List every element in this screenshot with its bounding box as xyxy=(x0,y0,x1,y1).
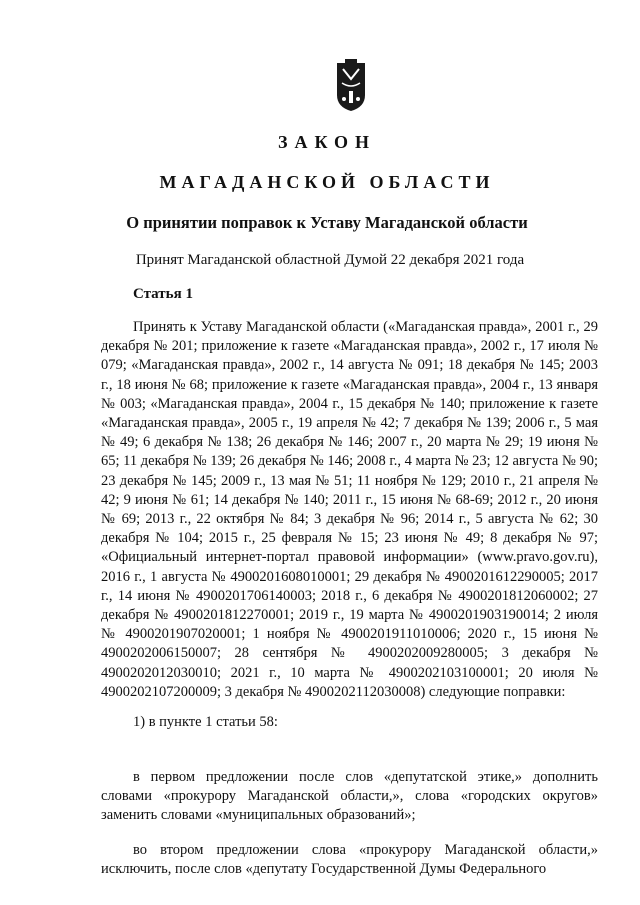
adoption-note: Принят Магаданской областной Думой 22 декабря 2021 года xyxy=(135,252,525,268)
coat-of-arms-emblem xyxy=(331,59,371,113)
article-body-paragraph: Принять к Уставу Магаданской области («Магаданская правда», 2001 г., 29 декабря № 201; приложение к газете «Магаданская правда», 2002 г., 17 июля № 079; «Магаданская правда», 2002 г., 14 августа № 091; 18 декабря № 145; 2003 г., 18 июня № 68; приложение к газете «Магаданская правда», 2004 г., 13 января № 003; «Магаданская правда», 2004 г., 15 декабря № 140; приложение к газете «Магаданская правда», 2005 г., 19 апреля № 42; 7 декабря № 139; 2006 г., 5 мая № 49; 6 декабря № 138; 26 декабря № 146; 2007 г., 20 марта № 29; 19 июня № 65; 11 декабря № 139; 26 декабря № 146; 2008 г., 4 марта № 23; 12 августа № 90; 23 декабря № 145; 2009 г., 13 мая № 51; 11 ноября № 129; 2010 г., 21 апреля № 42; 9 июня № 61; 14 декабря № 140; 2011 г., 15 июня № 68-69; 2012 г., 20 июня № 69; 2013 г., 22 октября № 84; 3 декабря № 96; 2014 г., 5 августа № 62; 30 декабря № 104; 2015 г., 25 февраля № 15; 23 июня № 49; 8 декабря № 97; «Официальный интернет-портал правовой информации» (www.pravo.gov.ru), 2016 г., 1 августа № 4900201608010001; 29 декабря № 4900201612290005; 2017 г., 14 июня № 4900201706140003; 2018 г., 6 декабря № 4900201812060002; 27 декабря № 4900201812270001; 2019 г., 19 марта № 4900201903190014; 2 июля № 4900201907020001; 1 ноября № 4900201911010006; 2020 г., 15 июня № 4900202006150007; 28 сентября № 4900202009280005; 3 декабря № 4900202012030010; 2021 г., 10 марта № 4900202103100001; 20 июля № 4900202107200009; 3 декабря № 4900202112030008) следующие поправки: xyxy=(101,319,598,700)
article-heading: Статья 1 xyxy=(133,286,193,302)
law-subject-title: О принятии поправок к Уставу Магаданской области xyxy=(126,213,528,232)
law-title: ЗАКОН xyxy=(277,132,377,152)
amendment-item: 1) в пункте 1 статьи 58: xyxy=(133,714,278,730)
amendment-paragraph-1: в первом предложении после слов «депутатской этике,» дополнить словами «прокурору Магаданской области,», слова «городских округов» заменить словами «муниципальных образований»; xyxy=(101,769,598,824)
region-title: МАГАДАНСКОЙ ОБЛАСТИ xyxy=(159,172,495,192)
amendment-paragraph-2: во втором предложении слова «прокурору Магаданской области,» исключить, после слов «депутату Государственной Думы Федерального xyxy=(101,842,598,878)
